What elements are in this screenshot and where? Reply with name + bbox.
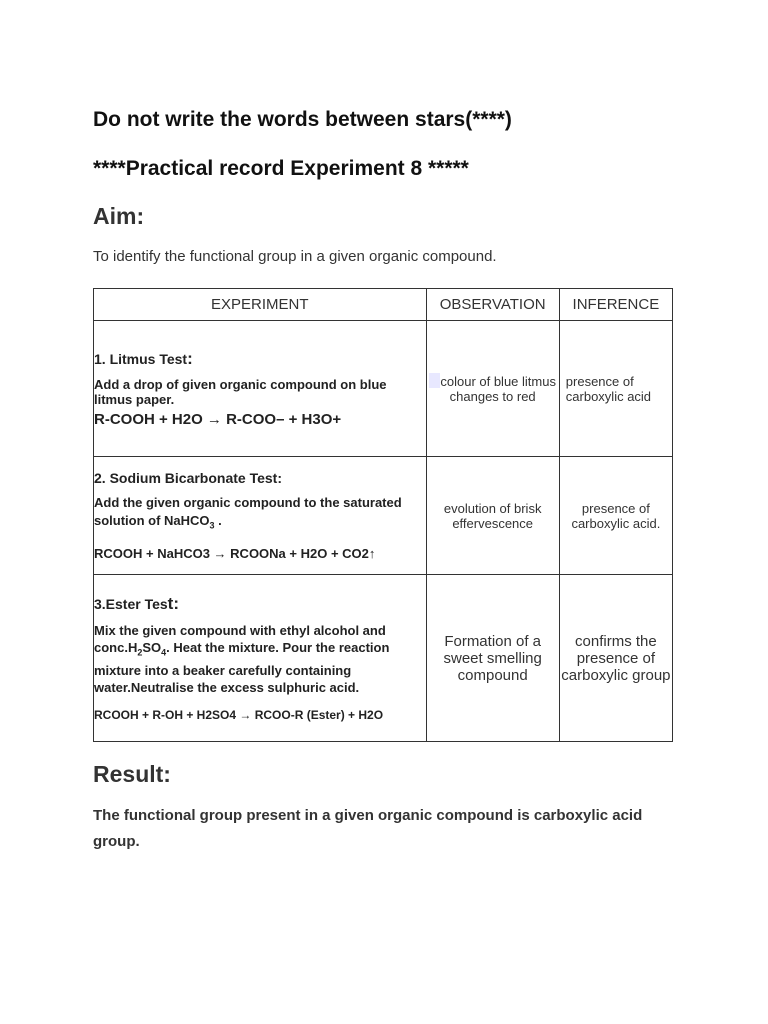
table-row (94, 457, 673, 575)
experiment-table (93, 288, 673, 742)
test-description: Add the given organic compound to the saturated solution of NaHCO$_3$ . (94, 494, 402, 531)
test-equation: RCOOH + R-OH + H2SO4 → RCOO-R (Ester) + H2O (94, 707, 384, 722)
table-row (94, 321, 673, 457)
inference-cell: presence of carboxylic acid (559, 321, 672, 457)
test-description: Add a drop of given organic compound on blue litmus paper. (94, 377, 387, 407)
observation-cell: Formation of a sweet smelling compound (426, 575, 559, 742)
test-title: 3.Ester Test: (94, 594, 179, 614)
result-text: The functional group present in a given organic compound is carboxylic acid group. (93, 807, 643, 850)
observation-cell: colour of blue litmus changes to red (426, 321, 559, 457)
test-title: 2. Sodium Bicarbonate Test: (94, 469, 282, 486)
instruction-note: Do not write the words between stars(****) (93, 108, 512, 131)
experiment-cell (94, 321, 427, 457)
result-heading: Result: (93, 761, 171, 787)
test-title: 1. Litmus Test: (94, 349, 193, 368)
aim-heading: Aim: (93, 203, 145, 229)
inference-cell: presence of carboxylic acid. (559, 457, 672, 575)
text-highlight (429, 373, 440, 388)
experiment-cell (94, 457, 427, 575)
aim-text: To identify the functional group in a given organic compound. (93, 248, 497, 265)
header-inference: INFERENCE (559, 289, 672, 321)
header-experiment: EXPERIMENT (94, 289, 427, 321)
observation-cell: evolution of brisk effervescence (426, 457, 559, 575)
inference-cell: confirms the presence of carboxylic group (559, 575, 672, 742)
record-title: ****Practical record Experiment 8 ***** (93, 157, 469, 180)
test-equation: R-COOH + H2O → R-COO– + H3O+ (94, 411, 342, 428)
test-description: Mix the given compound with ethyl alcohol and $conc.H_2SO_4$. Heat the mixture. Pour the reaction mixture into a beaker carefully containing water.Neutralise the excess sulphuric acid. (94, 623, 390, 695)
table-row (94, 575, 673, 742)
header-observation: OBSERVATION (426, 289, 559, 321)
table-header-row (94, 289, 673, 321)
experiment-cell (94, 575, 427, 742)
test-equation: RCOOH + NaHCO3 → RCOONa + H2O + CO2↑ (94, 546, 376, 562)
